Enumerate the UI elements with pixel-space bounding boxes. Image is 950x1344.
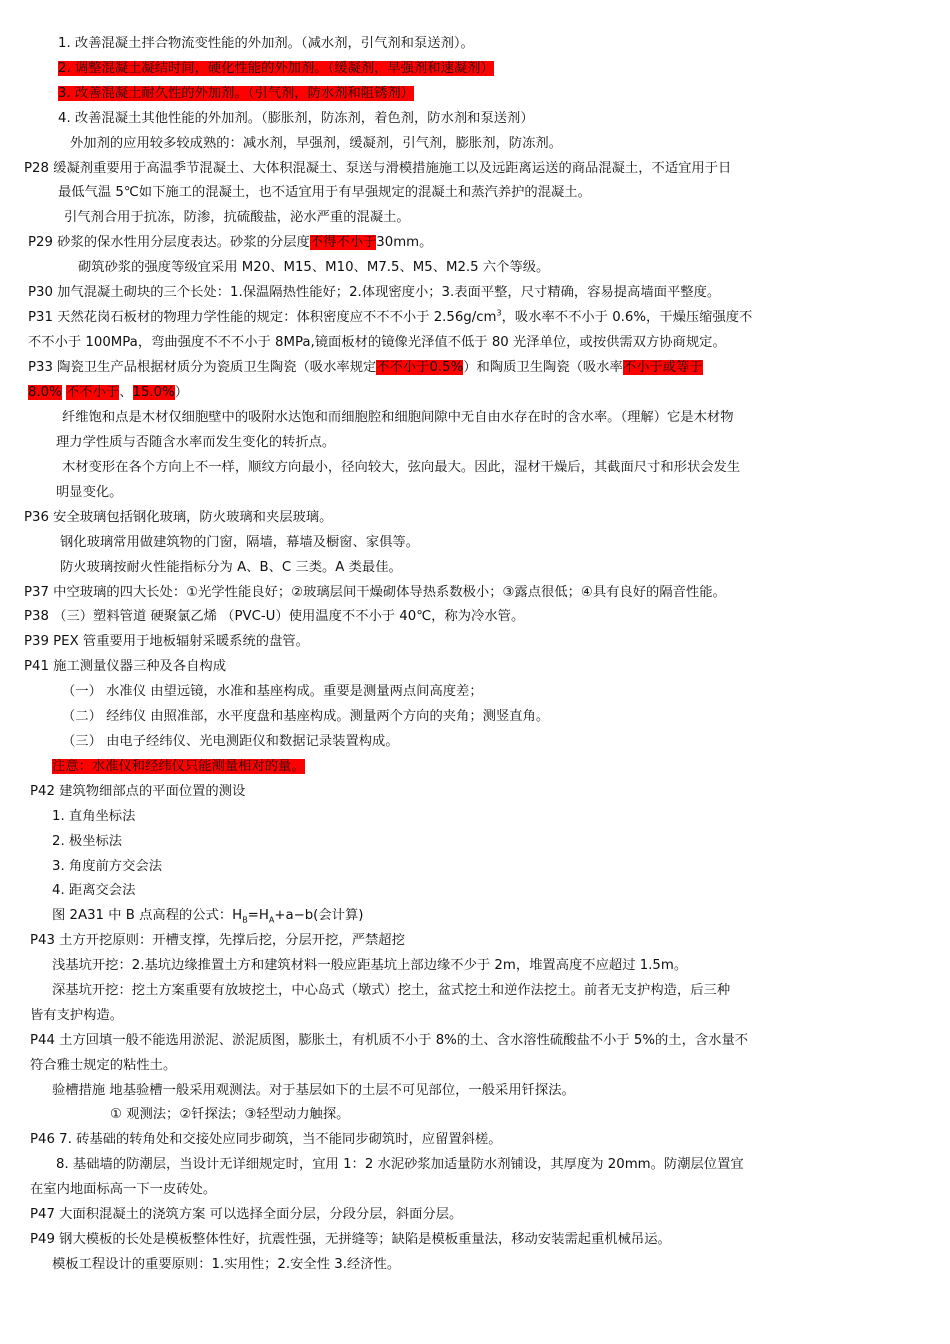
- text-line: [30, 1179, 216, 1201]
- text-run: 浅基坑开挖：2.基坑边缘推置土方和建筑材料一般应距基坑上部边缘不少于 2m，堆置高度不应超过 1.5m。: [52, 958, 688, 973]
- text-line: [30, 930, 405, 952]
- text-run: 模板工程设计的重要原则：1.实用性；2.安全性 3.经济性。: [52, 1257, 401, 1272]
- text-line: [62, 407, 734, 429]
- text-run: P36 安全玻璃包括钢化玻璃，防火玻璃和夹层玻璃。: [24, 510, 333, 525]
- text-run: 纤维饱和点是木材仅细胞壁中的吸附水达饱和而细胞腔和细胞间隙中无自由水存在时的含水率。（理解）它是木材物: [62, 410, 734, 425]
- text-line: [56, 432, 335, 454]
- text-line: [52, 1254, 400, 1276]
- text-run: ）和陶质卫生陶瓷（吸水率: [463, 360, 623, 375]
- text-run: P46 7. 砖基础的转角处和交接处应同步砌筑，当不能同步砌筑时，应留置斜槎。: [30, 1132, 502, 1147]
- text-line: [30, 781, 245, 803]
- text-line: [30, 1129, 502, 1151]
- text-line: [30, 1229, 671, 1251]
- highlighted-text: 15.0%: [132, 385, 175, 400]
- text-run: 2. 极坐标法: [52, 834, 123, 849]
- text-run: P39 PEX 管重要用于地板辐射采暖系统的盘管。: [24, 634, 309, 649]
- text-run: （三） 由电子经纬仪、光电测距仪和数据记录装置构成。: [62, 734, 399, 749]
- text-line: [60, 557, 402, 579]
- text-run: 砌筑砂浆的强度等级宜采用 M20、M15、M10、M7.5、M5、M2.5 六个等级。: [78, 260, 550, 275]
- text-run: P28 缓凝剂重要用于高温季节混凝土、大体积混凝土、泵送与滑模措施施工以及远距离运送的商品混凝土，不适宜用于日: [24, 161, 732, 176]
- text-run: 、: [119, 385, 133, 400]
- text-run: （一） 水准仪 由望远镜，水准和基座构成。重要是测量两点间高度差；: [62, 684, 483, 699]
- highlighted-text: 不小于或等于: [622, 360, 703, 375]
- text-run: 皆有支护构造。: [30, 1008, 124, 1023]
- text-run: 在室内地面标高一下一皮砖处。: [30, 1182, 217, 1197]
- text-line: [58, 182, 591, 204]
- text-run: 防火玻璃按耐火性能指标分为 A、B、C 三类。A 类最佳。: [60, 560, 402, 575]
- text-run: 验槽措施 地基验槽一般采用观测法。对于基层如下的土层不可见部位，一般采用钎探法。: [52, 1083, 575, 1098]
- text-run: 引气剂合用于抗冻，防渗，抗硫酸盐，泌水严重的混凝土。: [64, 210, 410, 225]
- text-run: ，吸水率不不小于 0.6%，干燥压缩强度不: [501, 310, 753, 325]
- text-run: +a−b(会计算): [274, 908, 364, 923]
- text-line: [28, 357, 703, 379]
- text-line: [52, 831, 122, 853]
- text-line: [110, 1104, 349, 1126]
- text-run: P43 土方开挖原则：开槽支撑，先撑后挖，分层开挖，严禁超挖: [30, 933, 405, 948]
- text-line: [30, 1055, 176, 1077]
- text-line: [24, 631, 309, 653]
- text-run: =H: [247, 908, 269, 923]
- text-run: P29 砂浆的保水性用分层度表达。砂浆的分层度: [28, 235, 310, 250]
- text-line: [58, 33, 474, 55]
- highlighted-text: 不得不小于: [309, 235, 377, 250]
- text-line: [24, 582, 726, 604]
- text-run: （二） 经纬仪 由照准部，水平度盘和基座构成。测量两个方向的夹角；测竖直角。: [62, 709, 550, 724]
- text-run: P41 施工测量仪器三种及各自构成: [24, 659, 227, 674]
- text-line: [52, 806, 135, 828]
- text-run: 30mm。: [376, 235, 433, 250]
- text-run: P30 加气混凝土砌块的三个长处：1.保温隔热性能好；2.体现密度小；3.表面平整，尺寸精确，容易提高墙面平整度。: [28, 285, 721, 300]
- text-run: 注意：水准仪和经纬仪只能测量相对的量。: [52, 759, 305, 774]
- text-line: [52, 756, 305, 778]
- text-line: [62, 681, 483, 703]
- text-line: [24, 656, 226, 678]
- text-run: 图 2A31 中 B 点高程的公式：H: [52, 908, 243, 923]
- text-line: [58, 58, 494, 80]
- text-line: [64, 207, 410, 229]
- text-line: [28, 282, 720, 304]
- text-run: 3. 改善混凝土耐久性的外加剂。（引气剂，防水剂和阻锈剂）: [58, 86, 414, 101]
- highlighted-text: 0.5%: [429, 360, 464, 375]
- text-line: [28, 307, 752, 329]
- text-line: [52, 905, 363, 927]
- text-run: 4. 改善混凝土其他性能的外加剂。（膨胀剂，防冻剂，着色剂，防水剂和泵送剂）: [58, 111, 534, 126]
- text-line: [58, 83, 414, 105]
- text-run: P33 陶瓷卫生产品根据材质分为瓷质卫生陶瓷（吸水率规定: [28, 360, 377, 375]
- text-line: [28, 382, 188, 404]
- text-line: [28, 332, 726, 354]
- script-text: 3: [496, 308, 502, 318]
- text-line: [52, 955, 687, 977]
- text-run: 3. 角度前方交会法: [52, 859, 162, 874]
- text-run: 钢化玻璃常用做建筑物的门窗，隔墙，幕墙及橱窗、家俱等。: [60, 535, 420, 550]
- text-run: P47 大面积混凝土的浇筑方案 可以选择全面分层，分段分层，斜面分层。: [30, 1207, 463, 1222]
- text-line: [56, 482, 122, 504]
- text-line: [62, 731, 399, 753]
- text-run: 外加剂的应用较多较成熟的：减水剂，早强剂，缓凝剂，引气剂，膨胀剂，防冻剂。: [70, 136, 562, 151]
- text-line: [60, 532, 419, 554]
- text-run: P38 （三）塑料管道 硬聚氯乙烯 （PVC-U）使用温度不不小于 40℃，称为冷水管。: [24, 609, 525, 624]
- text-run: ）: [174, 385, 189, 400]
- text-line: [52, 880, 135, 902]
- text-run: P44 土方回填一般不能选用淤泥、淤泥质图，膨胀土，有机质不小于 8%的土、含水溶性硫酸盐不小于 5%的土，含水量不: [30, 1033, 749, 1048]
- text-run: 2. 调整混凝土凝结时间，硬化性能的外加剂。（缓凝剂，早强剂和速凝剂）: [58, 61, 494, 76]
- text-run: 最低气温 5℃如下施工的混凝土，也不适宜用于有早强规定的混凝土和蒸汽养护的混凝土。: [58, 185, 591, 200]
- text-run: 木材变形在各个方向上不一样，顺纹方向最小，径向较大，弦向最大。因此，湿材干燥后，其截面尺寸和形状会发生: [62, 460, 741, 475]
- text-line: [24, 158, 731, 180]
- text-run: P49 钢大模板的长处是模板整体性好，抗震性强，无拼缝等；缺陷是模板重量法，移动安装需起重机械吊运。: [30, 1232, 671, 1247]
- text-line: [56, 1154, 744, 1176]
- text-line: [52, 856, 162, 878]
- text-run: 8. 基础墙的防潮层，当设计无详细规定时，宜用 1：2 水泥砂浆加适量防水剂铺设，其厚度为 20mm。防潮层位置宜: [56, 1157, 744, 1172]
- text-run: P42 建筑物细部点的平面位置的测设: [30, 784, 246, 799]
- text-line: [58, 108, 534, 130]
- text-line: [52, 1080, 575, 1102]
- text-run: 1. 直角坐标法: [52, 809, 136, 824]
- text-run: 明显变化。: [56, 485, 123, 500]
- text-run: P31 天然花岗石板材的物理力学性能的规定：体积密度应不不不小于 2.56g/cm: [28, 310, 497, 325]
- text-line: [30, 1005, 123, 1027]
- highlighted-text: 不不小于: [66, 385, 120, 400]
- text-line: [62, 706, 549, 728]
- text-run: 不不小于 100MPa，弯曲强度不不不小于 8MPa,镜面板材的镜像光泽值不低于 80 光泽单位，或按供需双方协商规定。: [28, 335, 726, 350]
- text-line: [30, 1204, 462, 1226]
- text-run: P37 中空玻璃的四大长处：①光学性能良好；②玻璃层间干燥砌体导热系数极小；③露点很低；④具有良好的隔音性能。: [24, 585, 726, 600]
- highlighted-text: 不不小于: [376, 360, 430, 375]
- text-line: [28, 232, 432, 254]
- text-line: [24, 606, 524, 628]
- text-line: [70, 133, 562, 155]
- text-run: 4. 距离交会法: [52, 883, 136, 898]
- text-run: 1. 改善混凝土拌合物流变性能的外加剂。（减水剂，引气剂和泵送剂）。: [58, 36, 474, 51]
- text-line: [30, 1030, 748, 1052]
- text-run: 符合雅士规定的粘性土。: [30, 1058, 177, 1073]
- text-run: 理力学性质与否随含水率而发生变化的转折点。: [56, 435, 336, 450]
- text-line: [52, 980, 730, 1002]
- script-text: A: [268, 915, 275, 925]
- text-line: [78, 257, 549, 279]
- text-line: [24, 507, 332, 529]
- text-line: [62, 457, 740, 479]
- script-text: B: [242, 915, 248, 925]
- text-run: ① 观测法；②钎探法；③轻型动力触探。: [110, 1107, 350, 1122]
- text-run: 深基坑开挖：挖土方案重要有放坡挖土，中心岛式（墩式）挖土，盆式挖土和逆作法挖土。前者无支护构造，后三种: [52, 983, 731, 998]
- highlighted-text: 8.0%: [28, 385, 62, 400]
